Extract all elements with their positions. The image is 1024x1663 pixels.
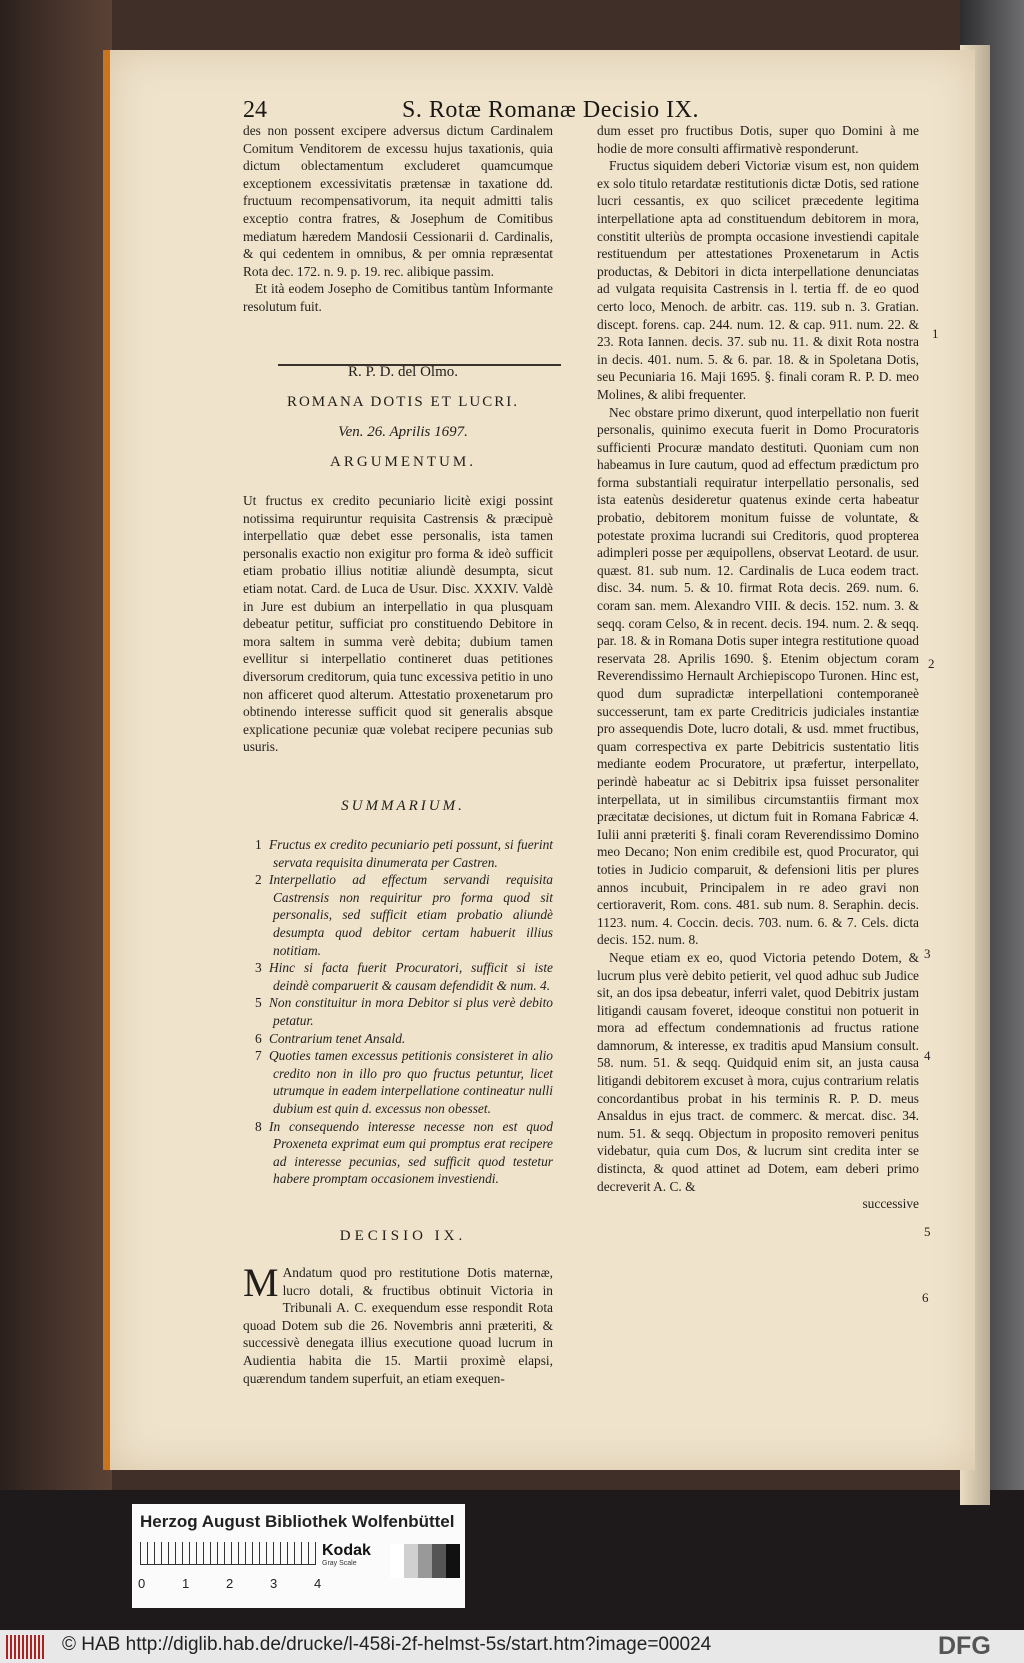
right-paragraph-2: Fructus siquidem deberi Victoriæ visum est, non quidem ex solo titulo retardatæ restitutionis dictæ Dotis, sed ratione lucri cessantis, ex quo scilicet præcedente legitima interpellatione apta ad constituendum debitorem in mora, constitit ulteriùs de prompta occasione investiendi capitale restituendum per attestationes Proxenetarum in Actis productas, & Debitori in dicta interpellatione denunciatas ad vulgata requisita Castrensis in l. tertia ff. de eo quod certo loco, Menoch. de arbitr. cas. 119. sub n. 3. Gratian. discept. forens. cap. 244. num. 12. & cap. 911. num. 22. & 23. Rota Iannen. decis. 37. sub nu. 11. & dixit Rota nostra in decis. 401. num. 5. & 6. par. 18. & in Spoletana Dotis, seu Pecuniaria 16. Maji 1695. §. finali coram R. P. D. meo Molines, & alibi frequenter. [597,158,919,402]
kodak-label [322,1542,382,1567]
margin-number: 5 [924,1224,931,1239]
viewer-footer [0,1630,1024,1663]
right-paragraph-3: Nec obstare primo dixerunt, quod interpellatio non fuerit personalis, quinimo executa fuerit in Domo Procuratoris sufficienti Procuræ mandato destituti. Quoniam cum non habeamus in Iure cautum, quod ad effectum prædictum pro forma substantiali requiratur interpellatio personalis, sed ista eatenùs desideretur quatenus exinde certa habeatur probatio, debitorem monitum fuisse de voluntate, & potestate proxima lucrandi sui Creditoris, quod propterea adimpleri posse per æquipollens, observat Leotard. de usur. quæst. 81. sub num. 12. Cardinalis de Luca eodem tract. disc. 34. num. 5. & 10. firmat Rota decis. 269. num. 6. coram san. mem. Alexandro VIII. & decis. 152. num. 3. & seqq. coram Celso, & in recent. decis. 194. num. 2. & seqq. par. 18. & in Romana Dotis super integra restitutione quoad reservata 28. Aprilis 1690. §. Etenim objectum coram Reverendissimo Hernault Archiepiscopo Turonen. Hinc est, quod dum supradictæ interpellationi contemporaneè successerunt, tam ex parte Creditricis judiciales instantiæ pro assequendis Dote, lucro dotali, & usd. mmet fructibus, quam correspectiva ex parte Debitricis sustentatio litis mediante eodem Procuratore, ut præfertur, interpellato, perindè habeatur ac si Debitrix ipsa fuisset personaliter interpellata, ut in similibus circumstantiis firmant mox præcitatæ decisiones, ut dictum fuit in Romana Fabricæ 4. Iulii anni præteriti §. finali coram Reverendissimo Domino meo Decano; Non enim credibile est, quod Procurator, qui toties in Judicio comparuit, & defensioni litis per plures annos incubuit, Principalem in re adeo gravi non certioraverit, Rom. cons. 481. sub num. 8. Seraphin. decis. 1123. num. 4. Coccin. decis. 703. num. 6. & 7. Cels. dicta decis. 152. num. 8. [597,404,919,948]
right-paragraph-1: dum esset pro fructibus Dotis, super quo Domini à me hodie de more consulti affirmativè responderunt. [597,123,919,156]
running-title: S. Rotæ Romanæ Decisio IX. [402,97,700,123]
margin-number: 6 [922,1290,929,1305]
judge-name: R. P. D. del Olmo. [347,364,458,380]
summarium-item: 8 In consequendo interesse necesse non est quod Proxeneta exprimat eum qui promptus erat recipere ad interesse pecunias, sed sufficit quod testetur habere promptam occasionem investiendi. [255,1118,553,1187]
dfg-logo: DFG [938,1632,991,1660]
continuation-text: des non possent excipere adversus dictum Cardinalem Comitum Venditorem de excessu hujus taxationis, quia dictum oblectamentum excluderet quamcumque exceptionem excessivitatis prætensæ in taxatione dd. fructuum recompensativorum, ita nequit admitti talis exceptio contra fratres, & Josephum de Comitibus mediatum hæredem Mandosii Cessionarii d. Cardinalis, & qui cedentem in omnibus, & per omnia repræsentat Rota dec. 172. n. 9. p. 19. rec. alibique passim. [243,123,553,279]
margin-number: 4 [924,1048,931,1063]
summarium-item: 5 Non constituitur in mora Debitor si plus verè debito petatur. [255,995,553,1028]
barcode-icon [6,1635,46,1659]
left-column-top [243,122,553,316]
gray-scale-label: Gray Scale [322,1560,357,1567]
summarium-item: 2 Interpellatio ad effectum servandi requisita Castrensis non requiritur pro forma quod sit personalis, sed sufficit etiam probatio aliundè desumpta quod debitor certam habuerit illius notitiam. [255,872,553,958]
gray-scale-swatches [390,1544,460,1578]
margin-number: 2 [928,656,935,671]
margin-number: 3 [924,946,931,961]
decisio-body: Andatum quod pro restitutione Dotis maternæ, lucro dotali, & fructibus obtinuit Victoria in Tribunali A. C. exequendum esse respondit Rota quoad Dotem sub die 26. Novembris anni præteriti, & successivè denegata illius executione quoad lucrum in Audientia habita die 15. Martii proximè elapsi, quærendum tandem superfuit, an etiam exequen- [243,1265,553,1386]
case-date: Ven. 26. Aprilis 1697. [338,424,468,440]
argumentum-text: Ut fructus ex credito pecuniario licitè exigi possint notissima requiruntur requisita Castrensis & præcipuè interpellatio quæ debet esse personalis, ista tamen personalis exactio non exigitur pro forma & ideò sufficit etiam probatio illius notitiæ aliundè desumpta, sicut etiam notat. Card. de Luca de Usur. Disc. XXXIV. Valdè in Jure est dubium an interpellatio in qua plusquam debeatur petitur, sufficiat pro constituendo Debitore in mora saltem in summa verè debita; dubium tamen evellitur si interpellatio contineret duas petitiones diversorum creditorum, quia tunc excessiva petitio in uno non afficeret quod alterum. Attestatio proxenetarum pro obtinendo interesse sufficit quod sit generalis absque explicatione pecuniæ quæ volebat recipere pecunias sub usuris. [243,493,553,755]
kodak-logo: Kodak [322,1542,371,1559]
summarium-heading: SUMMARIUM. [341,798,465,814]
copyright-link[interactable]: © HAB http://diglib.hab.de/drucke/l-458i-2f-helmst-5s/start.htm?image=00024 [62,1634,712,1655]
case-title: ROMANA DOTIS ET LUCRI. [286,394,520,410]
drop-cap: M [243,1260,279,1305]
summarium-item: 3 Hinc si facta fuerit Procuratori, sufficit si iste deindè comparuerit & causam defendidit & num. 4. [255,960,553,993]
catchword: successive [862,1196,919,1212]
right-column [597,122,919,1213]
summarium-item: 1 Fructus ex credito pecuniario peti possunt, si fuerint servata requisita dinumerata per Castren. [255,837,553,870]
right-paragraph-4: Neque etiam ex eo, quod Victoria petendo Dotem, & lucrum plus verè debito petierit, vel quod adhuc sub Judice sit, an dos ipsa debeatur, inferri valet, quod Debitrix justam litigandi causam foveret, ideoque constitui non potuerit in mora ad effectum condemnationis ad fructus ratione damnorum, & interesse, ex traditis apud Mansium consult. 58. num. 51. & seqq. Quidquid enim sit, an justa causa litigandi debitorem excuset à mora, cujus contrarium relatis concordantibus probat in his terminis R. P. D. meus Ansaldus in ejus tract. de commerc. & mercat. disc. 34. num. 51. & seqq. Objectum in proposito removeri penitus videbatur, quia cum Dos, & lucrum sint credita inter se distincta, & quod attinet ad Dotem, eam deberi primo decreverit A. C. & [597,949,919,1194]
conclusion-text: Et ità eodem Josepho de Comitibus tantùm Informante resolutum fuit. [243,281,553,314]
ruler-numbers: 0 1 2 3 4 [138,1576,322,1591]
argumentum-heading: ARGUMENTUM. [330,454,476,470]
summarium-item: 7 Quoties tamen excessus petitionis consisteret in alio credito non in illo pro quo fructus petuntur, licet utrumque in eadem interpellatione contineatur nulli dubium est quin d. excessus non obesset. [255,1048,553,1116]
margin-number: 1 [932,326,939,341]
color-calibration-card [132,1504,465,1608]
decisio-text [243,1260,553,1387]
institution-name: Herzog August Bibliothek Wolfenbüttel [140,1512,455,1531]
summarium-item: 6 Contrarium tenet Ansald. [255,1030,406,1046]
decisio-heading: DECISIO IX. [339,1228,467,1244]
summarium-list [255,836,553,1188]
case-header [243,362,563,472]
page-number: 24 [243,97,267,123]
scale-ruler [140,1542,316,1565]
book-cover-left [0,0,112,1510]
